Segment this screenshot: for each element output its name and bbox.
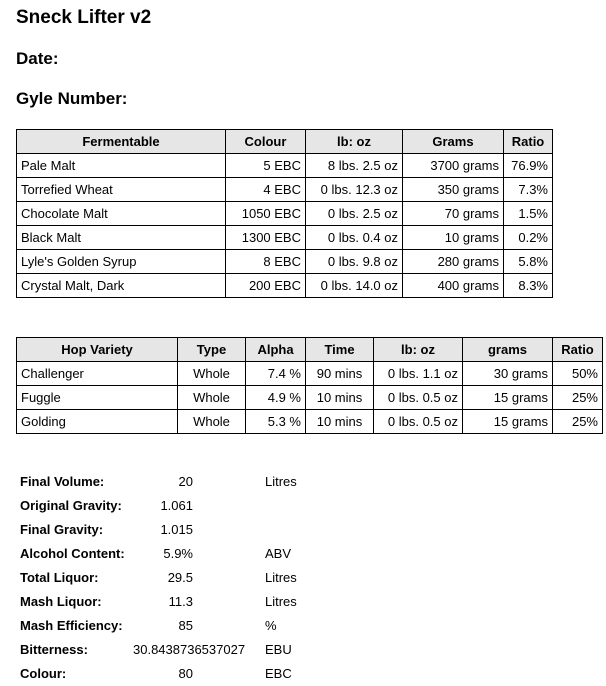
column-header: lb: oz xyxy=(306,130,403,154)
fermentable-ratio: 0.2% xyxy=(504,226,553,250)
fermentable-lb-oz: 0 lbs. 14.0 oz xyxy=(306,274,403,298)
table-row xyxy=(17,250,553,274)
column-header: Fermentable xyxy=(17,130,226,154)
fermentable-lb-oz: 0 lbs. 12.3 oz xyxy=(306,178,403,202)
summary-unit: Litres xyxy=(265,474,297,489)
summary-label: Alcohol Content: xyxy=(20,546,125,561)
summary-unit: Litres xyxy=(265,594,297,609)
column-header: Ratio xyxy=(553,338,603,362)
fermentable-colour: 8 EBC xyxy=(226,250,306,274)
hop-type: Whole xyxy=(178,410,246,434)
summary-label: Mash Efficiency: xyxy=(20,618,123,633)
fermentable-colour: 200 EBC xyxy=(226,274,306,298)
column-header: Alpha xyxy=(246,338,306,362)
hop-ratio: 50% xyxy=(553,362,603,386)
column-header: Time xyxy=(306,338,374,362)
hop-variety: Golding xyxy=(17,410,178,434)
summary-label: Mash Liquor: xyxy=(20,594,102,609)
fermentable-ratio: 8.3% xyxy=(504,274,553,298)
hop-alpha: 4.9 % xyxy=(246,386,306,410)
column-header: Hop Variety xyxy=(17,338,178,362)
summary-value: 1.061 xyxy=(160,498,193,513)
hop-grams: 30 grams xyxy=(463,362,553,386)
summary-value: 85 xyxy=(178,618,193,633)
hop-time: 90 mins xyxy=(306,362,374,386)
table-row xyxy=(17,178,553,202)
recipe-title: Sneck Lifter v2 xyxy=(16,7,152,28)
column-header: Type xyxy=(178,338,246,362)
summary-value: 1.015 xyxy=(160,522,193,537)
summary-label: Bitterness: xyxy=(20,642,88,657)
column-header: Colour xyxy=(226,130,306,154)
fermentable-ratio: 1.5% xyxy=(504,202,553,226)
hops-table xyxy=(16,337,603,434)
fermentable-name: Chocolate Malt xyxy=(17,202,226,226)
fermentable-grams: 350 grams xyxy=(403,178,504,202)
fermentable-name: Crystal Malt, Dark xyxy=(17,274,226,298)
fermentable-lb-oz: 0 lbs. 0.4 oz xyxy=(306,226,403,250)
fermentable-name: Pale Malt xyxy=(17,154,226,178)
summary-label: Final Volume: xyxy=(20,474,105,489)
fermentable-ratio: 5.8% xyxy=(504,250,553,274)
fermentable-grams: 400 grams xyxy=(403,274,504,298)
summary-value: 11.3 xyxy=(168,594,193,609)
summary-label: Final Gravity: xyxy=(20,522,104,537)
hop-variety: Challenger xyxy=(17,362,178,386)
table-row xyxy=(17,154,553,178)
table-row xyxy=(17,202,553,226)
table-row xyxy=(17,362,603,386)
hop-ratio: 25% xyxy=(553,410,603,434)
table-row xyxy=(17,386,603,410)
hop-ratio: 25% xyxy=(553,386,603,410)
gyle-number-label: Gyle Number: xyxy=(16,89,128,108)
hop-grams: 15 grams xyxy=(463,410,553,434)
summary-unit: EBC xyxy=(265,666,292,681)
column-header: Ratio xyxy=(504,130,553,154)
summary-value: 29.5 xyxy=(167,570,193,585)
summary-label: Total Liquor: xyxy=(20,570,99,585)
summary-unit: ABV xyxy=(265,546,292,561)
table-row xyxy=(17,274,553,298)
table-row xyxy=(17,226,553,250)
fermentable-colour: 5 EBC xyxy=(226,154,306,178)
hop-grams: 15 grams xyxy=(463,386,553,410)
summary-label: Colour: xyxy=(20,666,67,681)
fermentable-lb-oz: 8 lbs. 2.5 oz xyxy=(306,154,403,178)
hop-lb-oz: 0 lbs. 0.5 oz xyxy=(374,386,463,410)
fermentable-grams: 10 grams xyxy=(403,226,504,250)
fermentable-lb-oz: 0 lbs. 2.5 oz xyxy=(306,202,403,226)
fermentable-colour: 4 EBC xyxy=(226,178,306,202)
summary-value: 5.9% xyxy=(163,546,193,561)
fermentable-grams: 3700 grams xyxy=(403,154,504,178)
fermentable-colour: 1050 EBC xyxy=(226,202,306,226)
fermentable-colour: 1300 EBC xyxy=(226,226,306,250)
column-header: grams xyxy=(463,338,553,362)
fermentable-ratio: 76.9% xyxy=(504,154,553,178)
hop-lb-oz: 0 lbs. 1.1 oz xyxy=(374,362,463,386)
fermentable-name: Black Malt xyxy=(17,226,226,250)
summary-value: 30.8438736537027 xyxy=(133,642,246,657)
fermentable-grams: 280 grams xyxy=(403,250,504,274)
hop-alpha: 5.3 % xyxy=(246,410,306,434)
summary-unit: Litres xyxy=(265,570,297,585)
fermentables-table xyxy=(16,129,553,298)
hop-alpha: 7.4 % xyxy=(246,362,306,386)
fermentable-name: Lyle's Golden Syrup xyxy=(17,250,226,274)
fermentable-grams: 70 grams xyxy=(403,202,504,226)
fermentables-header-row xyxy=(17,130,553,154)
hop-time: 10 mins xyxy=(306,410,374,434)
hop-type: Whole xyxy=(178,362,246,386)
hop-type: Whole xyxy=(178,386,246,410)
summary-value: 80 xyxy=(178,666,193,681)
fermentable-lb-oz: 0 lbs. 9.8 oz xyxy=(306,250,403,274)
summary-unit: % xyxy=(265,618,277,633)
summary-value: 20 xyxy=(178,474,193,489)
table-row xyxy=(17,410,603,434)
column-header: Grams xyxy=(403,130,504,154)
hops-header-row xyxy=(17,338,603,362)
hop-time: 10 mins xyxy=(306,386,374,410)
date-label: Date: xyxy=(16,49,59,68)
summary-label: Original Gravity: xyxy=(20,498,122,513)
hop-variety: Fuggle xyxy=(17,386,178,410)
summary-unit: EBU xyxy=(265,642,292,657)
fermentable-ratio: 7.3% xyxy=(504,178,553,202)
column-header: lb: oz xyxy=(374,338,463,362)
fermentable-name: Torrefied Wheat xyxy=(17,178,226,202)
hop-lb-oz: 0 lbs. 0.5 oz xyxy=(374,410,463,434)
